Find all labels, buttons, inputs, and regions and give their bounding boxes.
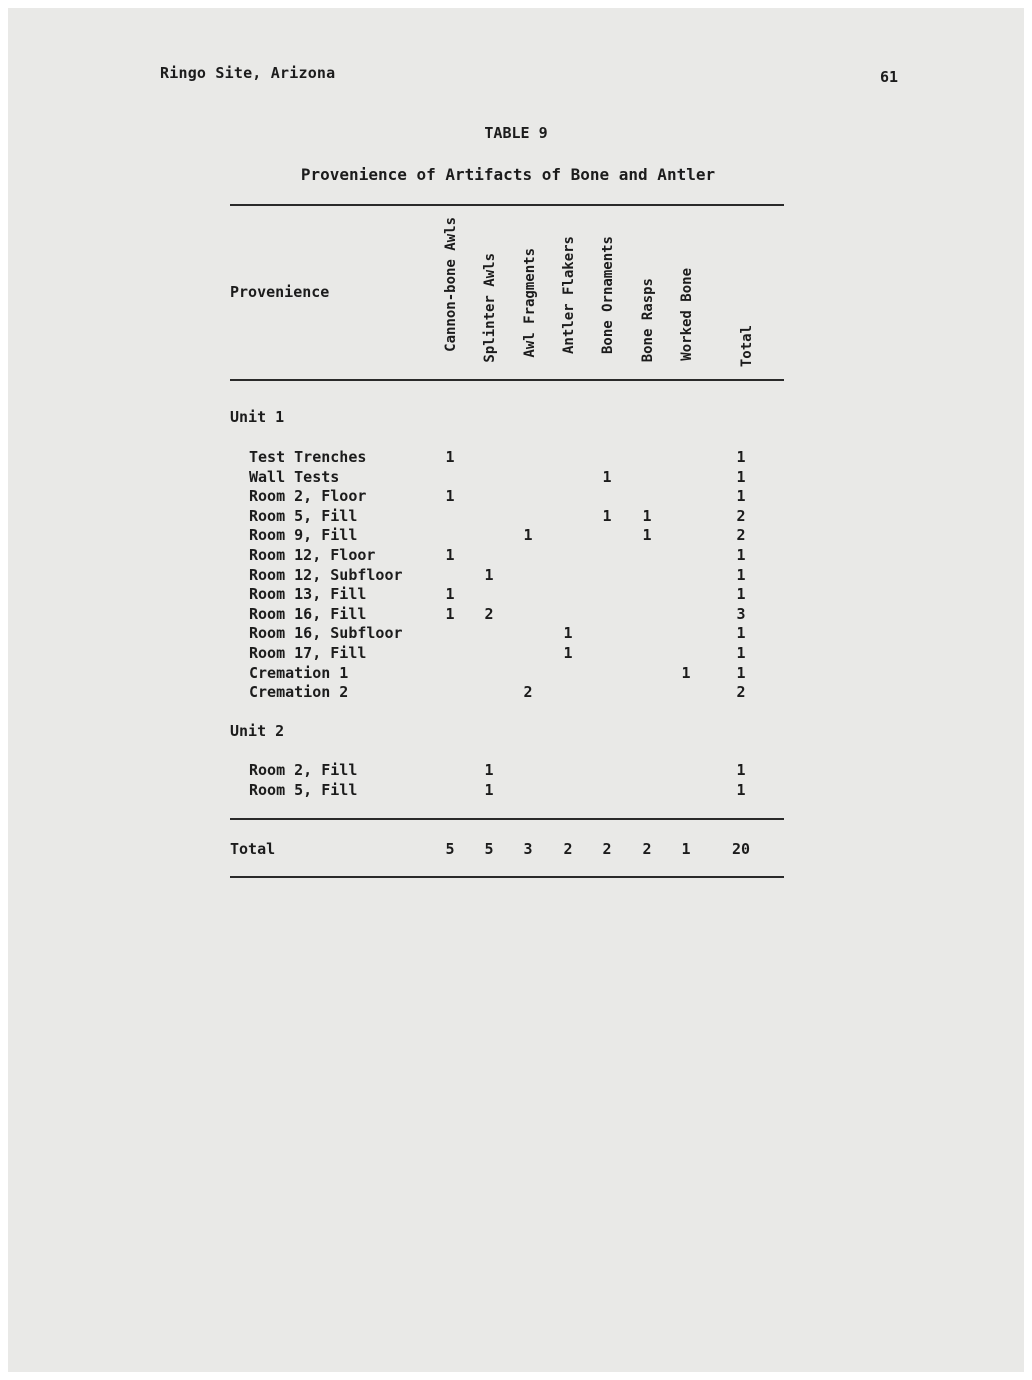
table-cell: 1 (642, 526, 652, 545)
row-label: Room 12, Floor (249, 546, 376, 564)
provenience-column-header: Provenience (230, 283, 330, 301)
table-row (8, 468, 1024, 488)
table-row (8, 585, 1024, 605)
table-cell: 2 (736, 526, 746, 545)
table-cell: 1 (642, 506, 652, 525)
document-page (8, 8, 1024, 1372)
table-cell: 1 (736, 585, 746, 604)
table-cell: 1 (736, 565, 746, 584)
row-label: Room 9, Fill (249, 526, 358, 545)
total-cell: 2 (563, 840, 573, 858)
table-cell: 1 (602, 506, 612, 525)
table-row (8, 507, 1024, 527)
column-header-bone-ornaments: Bone Ornaments (600, 236, 616, 355)
row-label: Cremation 1 (249, 663, 349, 682)
column-header-splinter-awls: Splinter Awls (482, 253, 498, 363)
table-row (8, 644, 1024, 664)
total-cell: 3 (523, 840, 533, 858)
row-label: Room 2, Floor (249, 487, 367, 506)
row-label: Room 16, Subfloor (249, 624, 403, 643)
row-label: Room 13, Fill (249, 585, 367, 604)
table-row (8, 781, 1024, 801)
table-row (8, 526, 1024, 546)
table-row (8, 624, 1024, 644)
table-cell: 1 (484, 780, 494, 799)
table-cell: 1 (681, 663, 691, 682)
table-cell: 2 (484, 604, 494, 623)
table-cell: 1 (484, 761, 494, 779)
row-label: Room 12, Subfloor (249, 565, 403, 584)
table-row (8, 566, 1024, 586)
table-cell: 1 (736, 761, 746, 779)
header-bottom-rule (230, 379, 784, 381)
table-cell: 1 (563, 624, 573, 643)
table-bottom-rule (230, 876, 784, 878)
table-cell: 1 (736, 467, 746, 486)
row-label: Room 5, Fill (249, 506, 358, 525)
column-header-awl-fragments: Awl Fragments (522, 248, 538, 358)
table-cell: 2 (736, 683, 746, 702)
table-cell: 1 (602, 467, 612, 486)
table-cell: 1 (736, 487, 746, 506)
table-cell: 1 (563, 644, 573, 662)
total-top-rule (230, 818, 784, 820)
table-cell: 1 (445, 585, 455, 604)
table-cell: 1 (736, 780, 746, 799)
table-row (8, 487, 1024, 507)
row-label: Room 2, Fill (249, 761, 358, 779)
table-cell: 1 (736, 663, 746, 682)
table-title: Provenience of Artifacts of Bone and Antler (300, 165, 716, 184)
table-row (8, 448, 1024, 468)
table-row (8, 605, 1024, 625)
column-header-antler-flakers: Antler Flakers (561, 236, 577, 355)
row-label: Test Trenches (249, 448, 367, 466)
table-row (8, 664, 1024, 684)
total-row (8, 840, 1024, 860)
table-cell: 1 (445, 604, 455, 623)
table-row (8, 761, 1024, 781)
row-label: Room 17, Fill (249, 644, 367, 662)
table-label: TABLE 9 (484, 124, 548, 142)
unit-2-label: Unit 2 (230, 722, 285, 740)
table-top-rule (230, 204, 784, 206)
table-row (8, 546, 1024, 566)
page-number: 61 (880, 68, 899, 86)
column-header-worked-bone: Worked Bone (679, 268, 695, 361)
table-cell: 1 (523, 526, 533, 545)
total-label: Total (230, 840, 276, 858)
total-cell: 2 (602, 840, 612, 858)
total-cell: 2 (642, 840, 652, 858)
table-cell: 2 (736, 506, 746, 525)
row-label: Wall Tests (249, 467, 340, 486)
table-cell: 1 (736, 624, 746, 643)
total-cell: 1 (681, 840, 691, 858)
table-cell: 1 (736, 546, 746, 564)
running-title: Ringo Site, Arizona (160, 64, 336, 82)
total-cell: 20 (731, 840, 751, 858)
table-cell: 1 (736, 448, 746, 466)
column-header-total: Total (739, 325, 755, 368)
unit-1-label: Unit 1 (230, 408, 285, 426)
table-cell: 3 (736, 604, 746, 623)
total-cell: 5 (484, 840, 494, 858)
column-header-bone-rasps: Bone Rasps (640, 278, 656, 363)
row-label: Cremation 2 (249, 683, 349, 702)
table-cell: 1 (445, 448, 455, 466)
table-cell: 1 (484, 565, 494, 584)
table-row (8, 683, 1024, 703)
row-label: Room 16, Fill (249, 604, 367, 623)
table-cell: 1 (445, 546, 455, 564)
table-cell: 1 (736, 644, 746, 662)
table-cell: 1 (445, 487, 455, 506)
total-cell: 5 (445, 840, 455, 858)
column-header-cannon-bone-awls: Cannon-bone Awls (443, 217, 459, 352)
row-label: Room 5, Fill (249, 780, 358, 799)
table-cell: 2 (523, 683, 533, 702)
